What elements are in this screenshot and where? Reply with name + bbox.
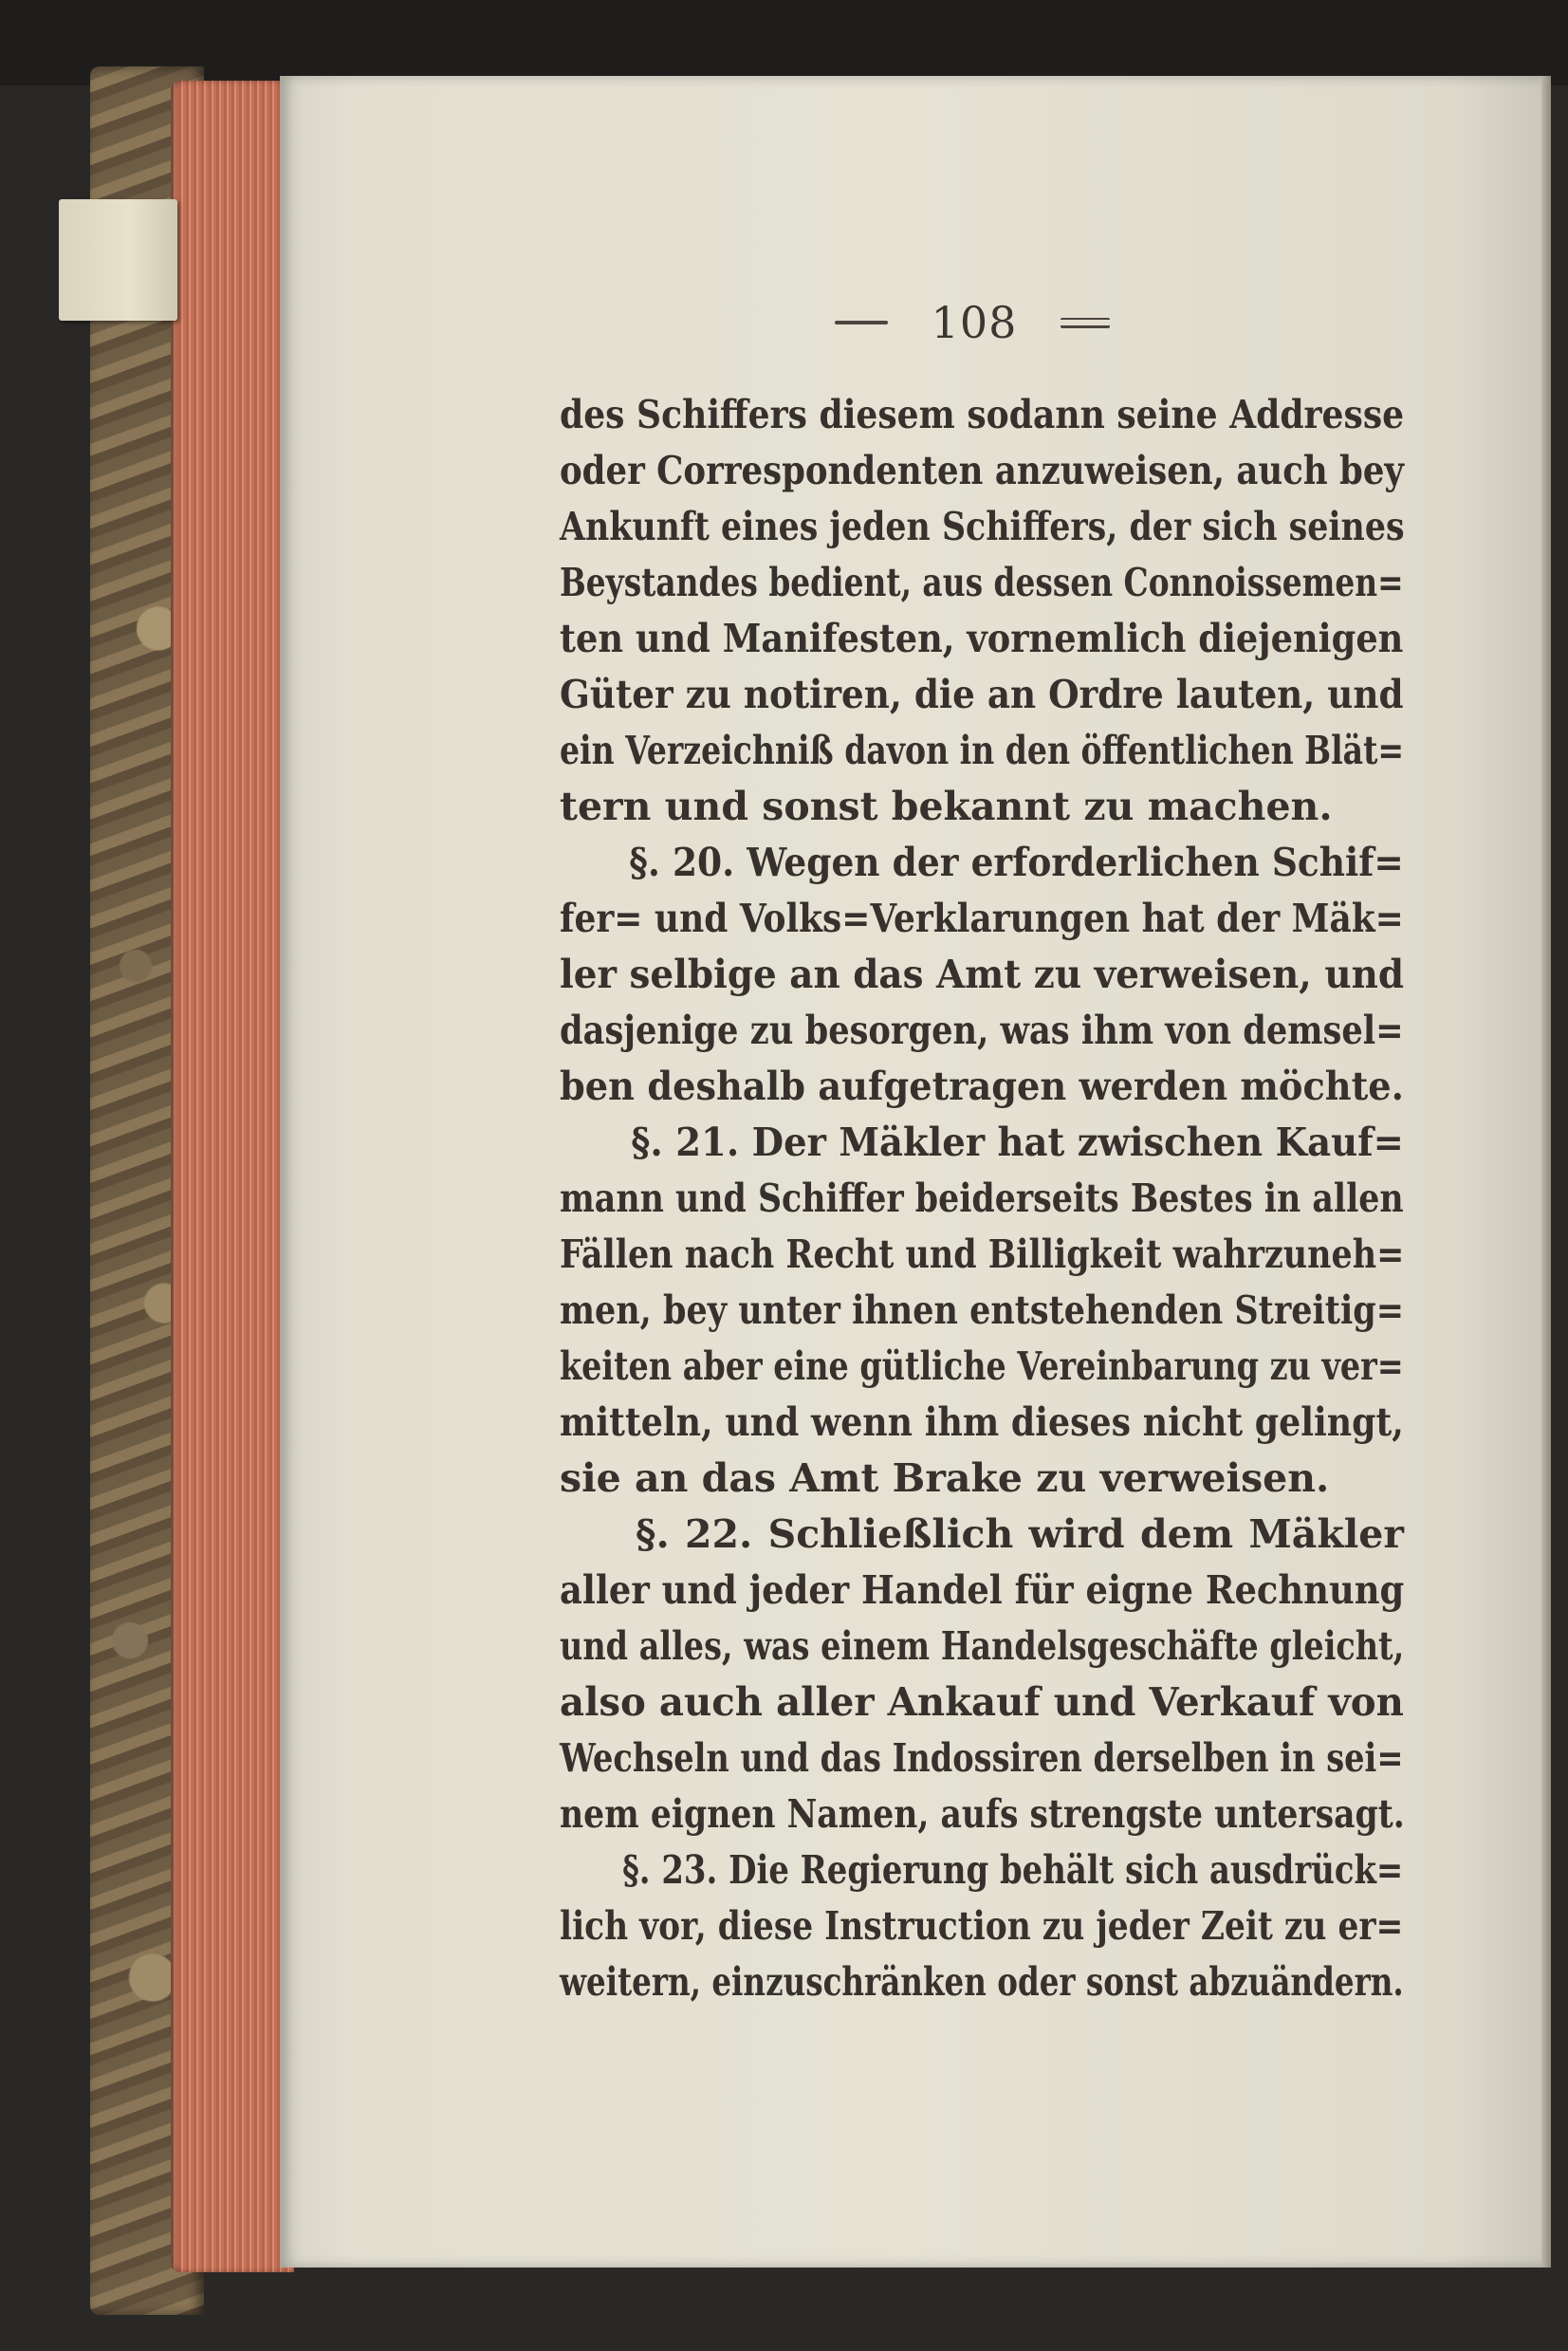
text-line: fer= und Volks=Verklarungen hat der Mäk=	[560, 896, 1404, 941]
page-header	[835, 294, 1110, 351]
page-edges	[171, 81, 294, 2272]
text-line: weitern, einzuschränken oder sonst abzuändern.	[560, 1959, 1404, 2005]
text-line: mitteln, und wenn ihm dieses nicht gelingt,	[560, 1399, 1404, 1445]
text-line: Güter zu notiren, die an Ordre lauten, und	[560, 672, 1404, 717]
body-text	[560, 387, 1404, 2010]
text-line: dasjenige zu besorgen, was ihm von demsel=	[560, 1008, 1404, 1053]
text-line: §. 22. Schließlich wird dem Mäkler	[636, 1511, 1404, 1557]
text-line: nem eignen Namen, aufs strengste untersagt.	[560, 1791, 1405, 1837]
text-line: ten und Manifesten, vornemlich diejenigen	[560, 616, 1404, 661]
text-line: §. 21. Der Mäkler hat zwischen Kauf=	[631, 1120, 1404, 1165]
text-line: also auch aller Ankauf und Verkauf von	[560, 1679, 1404, 1725]
text-line: ler selbige an das Amt zu verweisen, und	[560, 952, 1405, 997]
text-line: keiten aber eine gütliche Vereinbarung zu ver=	[560, 1343, 1404, 1389]
page-number: 108	[931, 297, 1018, 348]
text-line: Ankunft eines jeden Schiffers, der sich seines	[560, 504, 1405, 549]
text-line: Beystandes bedient, aus dessen Connoissemen=	[560, 560, 1404, 605]
header-rule-right	[1061, 318, 1110, 328]
text-line: Wechseln und das Indossiren derselben in sei=	[560, 1735, 1404, 1781]
text-line: men, bey unter ihnen entstehenden Streitig=	[560, 1287, 1405, 1333]
text-line: tern und sonst bekannt zu machen.	[560, 784, 1333, 829]
text-line: §. 20. Wegen der erforderlichen Schif=	[629, 840, 1404, 885]
backdrop	[0, 0, 1568, 85]
text-line: lich vor, diese Instruction zu jeder Zeit zu er=	[560, 1903, 1404, 1949]
text-line: des Schiffers diesem sodann seine Addresse	[560, 392, 1405, 437]
text-line: ben deshalb aufgetragen werden möchte.	[560, 1064, 1404, 1109]
text-line: mann und Schiffer beiderseits Bestes in allen	[560, 1176, 1404, 1221]
text-line: Fällen nach Recht und Billigkeit wahrzuneh=	[560, 1231, 1405, 1277]
text-line: §. 23. Die Regierung behält sich ausdrück=	[622, 1847, 1404, 1893]
header-rule-left	[835, 321, 888, 324]
text-line: ein Verzeichniß davon in den öffentlichen Blät=	[560, 728, 1405, 773]
text-line: sie an das Amt Brake zu verweisen.	[560, 1455, 1330, 1501]
bookmark-tab	[59, 199, 177, 321]
text-line: oder Correspondenten anzuweisen, auch bey	[560, 448, 1405, 493]
text-line: aller und jeder Handel für eigne Rechnung	[560, 1567, 1405, 1613]
text-line: und alles, was einem Handelsgeschäfte gleicht,	[560, 1623, 1405, 1669]
